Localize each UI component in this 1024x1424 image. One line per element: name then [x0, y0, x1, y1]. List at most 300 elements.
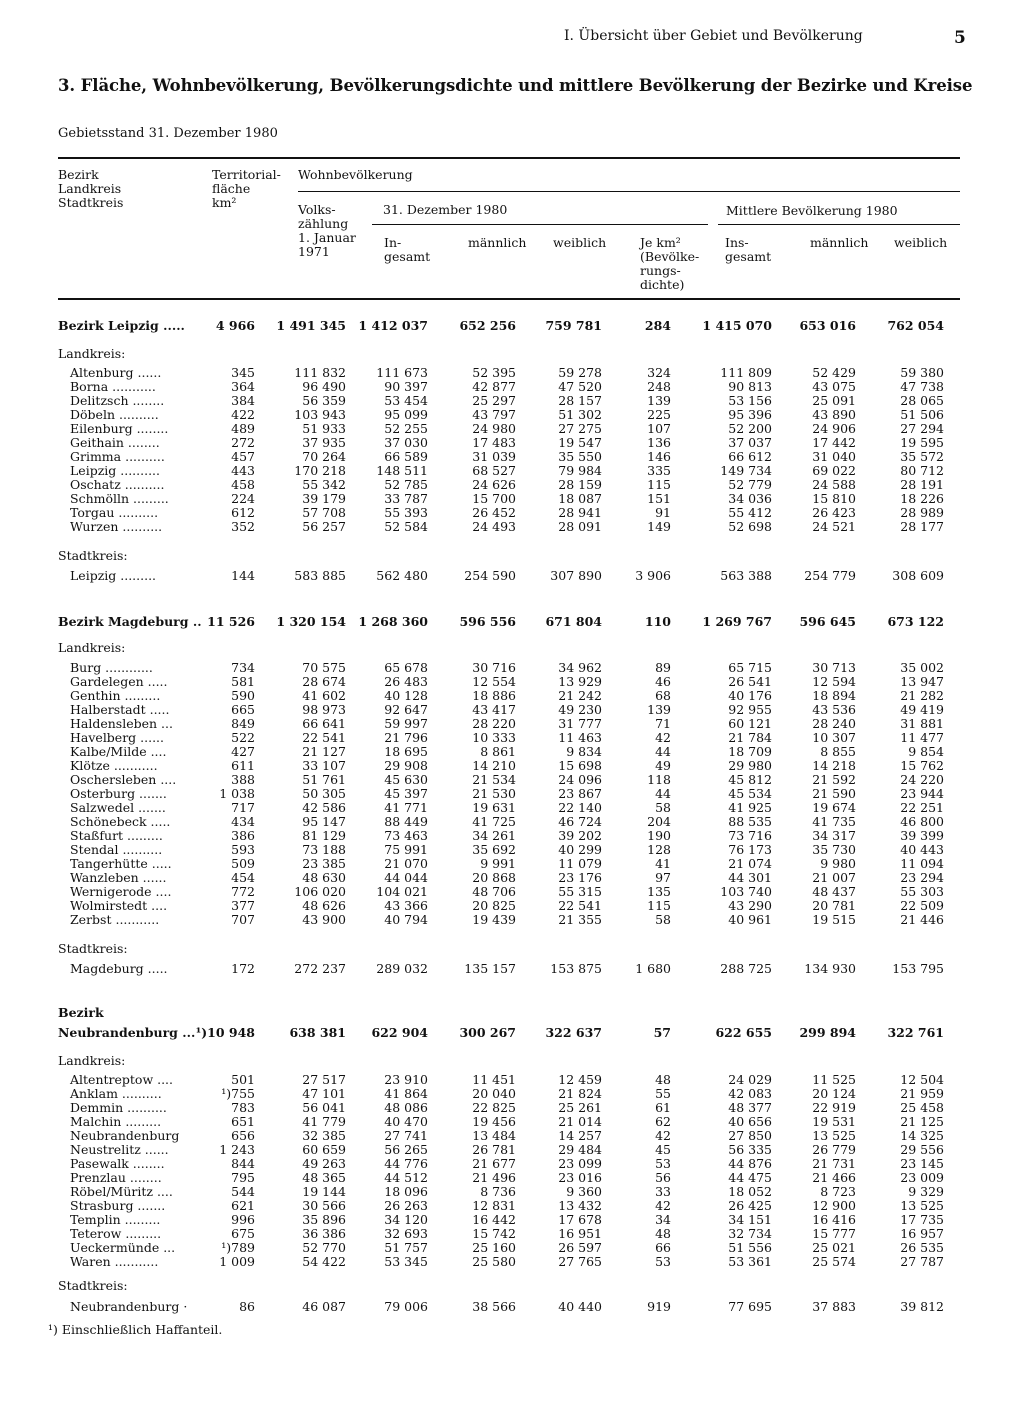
- cell-col-6: 103 740: [720, 884, 772, 899]
- cell-col-7: 19 674: [812, 800, 856, 815]
- col-header-insgesamt: In- gesamt: [384, 235, 431, 264]
- cell-col-5: 66: [655, 1240, 671, 1255]
- cell-col-4: 15 698: [558, 758, 602, 773]
- cell-col-7: 9 980: [820, 856, 856, 871]
- cell-col-3: 14 210: [472, 758, 516, 773]
- cell-col-7: 18 894: [812, 688, 856, 703]
- row-name: Bezirk Leipzig .....: [58, 318, 185, 333]
- cell-col-8: 27 294: [900, 421, 944, 436]
- cell-col-4: 21 355: [558, 912, 602, 927]
- row-name: Eilenburg ........: [70, 421, 169, 436]
- row-name: Stadtkreis:: [58, 548, 128, 563]
- table-row: [0, 759, 1024, 773]
- col-header-area: Bezirk Landkreis Stadtkreis: [58, 167, 124, 210]
- cell-col-2: 23 910: [384, 1072, 428, 1087]
- cell-col-3: 19 456: [472, 1114, 516, 1129]
- cell-col-3: 21 530: [472, 786, 516, 801]
- cell-col-4: 27 275: [558, 421, 602, 436]
- cell-col-1: 48 365: [302, 1170, 346, 1185]
- cell-col-3: 15 700: [472, 491, 516, 506]
- cell-col-5: 151: [647, 491, 671, 506]
- cell-col-8: 22 509: [900, 898, 944, 913]
- row-name: Stendal ..........: [70, 842, 163, 857]
- cell-col-2: 40 470: [384, 1114, 428, 1129]
- col-header-m-maennlich: männlich: [810, 235, 869, 250]
- cell-col-7: 12 594: [812, 674, 856, 689]
- cell-col-6: 27 850: [728, 1128, 772, 1143]
- cell-col-1: 638 381: [289, 1025, 346, 1040]
- cell-col-0: 443: [231, 463, 255, 478]
- cell-col-5: 42: [655, 730, 671, 745]
- cell-col-8: 11 094: [900, 856, 944, 871]
- cell-col-4: 21 014: [558, 1114, 602, 1129]
- cell-col-4: 23 016: [558, 1170, 602, 1185]
- cell-col-5: 46: [655, 674, 671, 689]
- cell-col-4: 22 140: [558, 800, 602, 815]
- cell-col-4: 24 096: [558, 772, 602, 787]
- cell-col-7: 30 713: [812, 660, 856, 675]
- cell-col-0: 656: [231, 1128, 255, 1143]
- cell-col-4: 13 432: [558, 1198, 602, 1213]
- cell-col-4: 51 302: [558, 407, 602, 422]
- cell-col-4: 46 724: [558, 814, 602, 829]
- cell-col-5: 48: [655, 1226, 671, 1241]
- cell-col-8: 673 122: [887, 614, 944, 629]
- row-name: Oschatz ..........: [70, 477, 165, 492]
- cell-col-0: 144: [231, 568, 255, 583]
- cell-col-0: 612: [231, 505, 255, 520]
- cell-col-0: 522: [231, 730, 255, 745]
- cell-col-6: 44 876: [728, 1156, 772, 1171]
- cell-col-0: 651: [231, 1114, 255, 1129]
- table-row: [0, 745, 1024, 759]
- cell-col-2: 622 904: [371, 1025, 428, 1040]
- cell-col-2: 43 366: [384, 898, 428, 913]
- section-label: [0, 1054, 1024, 1068]
- table-row: [0, 661, 1024, 675]
- table-row: [0, 436, 1024, 450]
- row-name: Pasewalk ........: [70, 1156, 165, 1171]
- table-row: [0, 962, 1024, 976]
- cell-col-7: 19 515: [812, 912, 856, 927]
- cell-col-1: 32 385: [302, 1128, 346, 1143]
- cell-col-1: 27 517: [302, 1072, 346, 1087]
- cell-col-3: 20 040: [472, 1086, 516, 1101]
- cell-col-2: 34 120: [384, 1212, 428, 1227]
- cell-col-2: 33 787: [384, 491, 428, 506]
- cell-col-4: 34 962: [558, 660, 602, 675]
- cell-col-3: 30 716: [472, 660, 516, 675]
- col-header-dichte: Je km² (Bevölke- rungs- dichte): [640, 235, 700, 292]
- table-row: [0, 1101, 1024, 1115]
- cell-col-5: 61: [655, 1100, 671, 1115]
- cell-col-5: 3 906: [635, 568, 671, 583]
- row-name: Osterburg .......: [70, 786, 167, 801]
- cell-col-8: 39 399: [900, 828, 944, 843]
- row-name: Neustrelitz ......: [70, 1142, 169, 1157]
- table-row: [0, 885, 1024, 899]
- cell-col-5: 335: [647, 463, 671, 478]
- cell-col-1: 37 935: [302, 435, 346, 450]
- cell-col-7: 35 730: [812, 842, 856, 857]
- cell-col-1: 583 885: [294, 568, 346, 583]
- table-row: [0, 569, 1024, 583]
- cell-col-4: 759 781: [545, 318, 602, 333]
- cell-col-6: 60 121: [728, 716, 772, 731]
- cell-col-3: 21 496: [472, 1170, 516, 1185]
- cell-col-2: 148 511: [376, 463, 428, 478]
- table-row: [0, 1185, 1024, 1199]
- cell-col-4: 307 890: [550, 568, 602, 583]
- cell-col-4: 31 777: [558, 716, 602, 731]
- cell-col-0: 581: [231, 674, 255, 689]
- cell-col-4: 22 541: [558, 898, 602, 913]
- cell-col-3: 8 861: [480, 744, 516, 759]
- cell-col-4: 9 834: [566, 744, 602, 759]
- cell-col-2: 289 032: [376, 961, 428, 976]
- cell-col-3: 43 417: [472, 702, 516, 717]
- cell-col-0: 501: [231, 1072, 255, 1087]
- row-name: Waren ...........: [70, 1254, 159, 1269]
- row-name: Geithain ........: [70, 435, 160, 450]
- cell-col-0: 434: [231, 814, 255, 829]
- cell-col-0: 734: [231, 660, 255, 675]
- col-header-dez1980: 31. Dezember 1980: [383, 202, 508, 217]
- cell-col-6: 45 812: [728, 772, 772, 787]
- cell-col-3: 25 160: [472, 1240, 516, 1255]
- cell-col-2: 52 584: [384, 519, 428, 534]
- cell-col-6: 34 151: [728, 1212, 772, 1227]
- cell-col-0: 849: [231, 716, 255, 731]
- table-row: [0, 1241, 1024, 1255]
- cell-col-0: 388: [231, 772, 255, 787]
- cell-col-0: 509: [231, 856, 255, 871]
- cell-col-1: 56 359: [302, 393, 346, 408]
- row-name: Stadtkreis:: [58, 941, 128, 956]
- cell-col-2: 55 393: [384, 505, 428, 520]
- cell-col-0: 458: [231, 477, 255, 492]
- cell-col-7: 16 416: [812, 1212, 856, 1227]
- cell-col-5: 149: [647, 519, 671, 534]
- cell-col-3: 15 742: [472, 1226, 516, 1241]
- cell-col-2: 27 741: [384, 1128, 428, 1143]
- cell-col-8: 23 009: [900, 1170, 944, 1185]
- cell-col-0: 707: [231, 912, 255, 927]
- cell-col-6: 1 415 070: [702, 318, 772, 333]
- cell-col-6: 51 556: [728, 1240, 772, 1255]
- cell-col-0: 377: [231, 898, 255, 913]
- cell-col-5: 118: [647, 772, 671, 787]
- cell-col-5: 110: [644, 614, 671, 629]
- cell-col-8: 59 380: [900, 365, 944, 380]
- section-label: [0, 549, 1024, 563]
- cell-col-2: 45 397: [384, 786, 428, 801]
- cell-col-8: 24 220: [900, 772, 944, 787]
- table-row: [0, 1073, 1024, 1087]
- table-row: [0, 857, 1024, 871]
- cell-col-8: 17 735: [900, 1212, 944, 1227]
- cell-col-3: 22 825: [472, 1100, 516, 1115]
- cell-col-6: 40 176: [728, 688, 772, 703]
- cell-col-2: 41 864: [384, 1086, 428, 1101]
- cell-col-1: 50 305: [302, 786, 346, 801]
- cell-col-4: 23 176: [558, 870, 602, 885]
- cell-col-2: 1 268 360: [358, 614, 428, 629]
- cell-col-5: 225: [647, 407, 671, 422]
- row-name: Bezirk Magdeburg ..: [58, 614, 202, 629]
- row-name: Bezirk: [58, 1005, 104, 1020]
- row-name: Gardelegen .....: [70, 674, 168, 689]
- cell-col-0: 717: [231, 800, 255, 815]
- row-name: Oschersleben ....: [70, 772, 177, 787]
- cell-col-7: 22 919: [812, 1100, 856, 1115]
- cell-col-1: 111 832: [294, 365, 346, 380]
- cell-col-1: 30 566: [302, 1198, 346, 1213]
- cell-col-6: 73 716: [728, 828, 772, 843]
- cell-col-3: 25 580: [472, 1254, 516, 1269]
- cell-col-3: 12 831: [472, 1198, 516, 1213]
- table-row: [0, 366, 1024, 380]
- cell-col-0: 457: [231, 449, 255, 464]
- cell-col-5: 45: [655, 1142, 671, 1157]
- cell-col-4: 55 315: [558, 884, 602, 899]
- cell-col-2: 52 785: [384, 477, 428, 492]
- cell-col-1: 41 779: [302, 1114, 346, 1129]
- cell-col-3: 9 991: [480, 856, 516, 871]
- row-name: Haldensleben ...: [70, 716, 173, 731]
- cell-col-4: 23 867: [558, 786, 602, 801]
- cell-col-7: 8 855: [820, 744, 856, 759]
- cell-col-2: 562 480: [376, 568, 428, 583]
- cell-col-3: 652 256: [459, 318, 516, 333]
- cell-col-7: 134 930: [804, 961, 856, 976]
- cell-col-4: 16 951: [558, 1226, 602, 1241]
- table-row: [0, 450, 1024, 464]
- cell-col-7: 24 588: [812, 477, 856, 492]
- cell-col-3: 18 886: [472, 688, 516, 703]
- cell-col-7: 10 307: [812, 730, 856, 745]
- table-row: [0, 787, 1024, 801]
- cell-col-0: 844: [231, 1156, 255, 1171]
- cell-col-2: 95 099: [384, 407, 428, 422]
- cell-col-3: 43 797: [472, 407, 516, 422]
- cell-col-8: 23 944: [900, 786, 944, 801]
- cell-col-8: 28 989: [900, 505, 944, 520]
- cell-col-5: 53: [655, 1156, 671, 1171]
- cell-col-3: 26 452: [472, 505, 516, 520]
- row-name: Neubrandenburg: [70, 1128, 180, 1143]
- cell-col-5: 136: [647, 435, 671, 450]
- row-name: Ueckermünde ...: [70, 1240, 176, 1255]
- cell-col-5: 919: [647, 1299, 671, 1314]
- cell-col-7: 69 022: [812, 463, 856, 478]
- cell-col-2: 111 673: [376, 365, 428, 380]
- cell-col-5: 139: [647, 702, 671, 717]
- cell-col-3: 31 039: [472, 449, 516, 464]
- cell-col-2: 21 070: [384, 856, 428, 871]
- cell-col-6: 45 534: [728, 786, 772, 801]
- table-row: [0, 520, 1024, 534]
- cell-col-7: 43 536: [812, 702, 856, 717]
- cell-col-1: 73 188: [302, 842, 346, 857]
- row-name: Torgau ..........: [70, 505, 159, 520]
- cell-col-0: 783: [231, 1100, 255, 1115]
- cell-col-5: 33: [655, 1184, 671, 1199]
- cell-col-4: 79 984: [558, 463, 602, 478]
- table-row: [0, 478, 1024, 492]
- cell-col-1: 46 087: [302, 1299, 346, 1314]
- cell-col-6: 55 412: [728, 505, 772, 520]
- cell-col-1: 106 020: [294, 884, 346, 899]
- cell-col-1: 41 602: [302, 688, 346, 703]
- table-row: [0, 1199, 1024, 1213]
- cell-col-1: 70 575: [302, 660, 346, 675]
- cell-col-6: 40 656: [728, 1114, 772, 1129]
- row-name: Genthin .........: [70, 688, 161, 703]
- cell-col-6: 52 200: [728, 421, 772, 436]
- cell-col-6: 40 961: [728, 912, 772, 927]
- bezirk-row: [0, 1006, 1024, 1020]
- gebietsstand-note: Gebietsstand 31. Dezember 1980: [58, 126, 278, 141]
- table-row: [0, 675, 1024, 689]
- cell-col-1: 54 422: [302, 1254, 346, 1269]
- cell-col-8: 11 477: [900, 730, 944, 745]
- table-row: [0, 408, 1024, 422]
- cell-col-8: 23 145: [900, 1156, 944, 1171]
- cell-col-1: 36 386: [302, 1226, 346, 1241]
- cell-col-6: 21 074: [728, 856, 772, 871]
- cell-col-4: 153 875: [550, 961, 602, 976]
- cell-col-1: 42 586: [302, 800, 346, 815]
- cell-col-0: 795: [231, 1170, 255, 1185]
- cell-col-7: 26 423: [812, 505, 856, 520]
- table-row: [0, 1115, 1024, 1129]
- cell-col-8: 13 947: [900, 674, 944, 689]
- cell-col-6: 76 173: [728, 842, 772, 857]
- cell-col-8: 26 535: [900, 1240, 944, 1255]
- cell-col-0: 86: [239, 1299, 255, 1314]
- cell-col-1: 23 385: [302, 856, 346, 871]
- cell-col-3: 34 261: [472, 828, 516, 843]
- cell-col-3: 13 484: [472, 1128, 516, 1143]
- row-name: Döbeln ..........: [70, 407, 159, 422]
- cell-col-6: 92 955: [728, 702, 772, 717]
- cell-col-2: 75 991: [384, 842, 428, 857]
- cell-col-8: 28 191: [900, 477, 944, 492]
- cell-col-2: 44 044: [384, 870, 428, 885]
- cell-col-2: 18 096: [384, 1184, 428, 1199]
- cell-col-8: 55 303: [900, 884, 944, 899]
- cell-col-0: 611: [231, 758, 255, 773]
- cell-col-7: 52 429: [812, 365, 856, 380]
- row-name: Röbel/Müritz ....: [70, 1184, 173, 1199]
- cell-col-6: 149 734: [720, 463, 772, 478]
- cell-col-1: 48 626: [302, 898, 346, 913]
- cell-col-4: 21 242: [558, 688, 602, 703]
- bezirk-row: [0, 615, 1024, 629]
- cell-col-4: 9 360: [566, 1184, 602, 1199]
- bezirk-row: [0, 1026, 1024, 1040]
- cell-col-4: 59 278: [558, 365, 602, 380]
- row-name: Landkreis:: [58, 640, 126, 655]
- cell-col-5: 53: [655, 1254, 671, 1269]
- cell-col-1: 51 933: [302, 421, 346, 436]
- cell-col-7: 25 091: [812, 393, 856, 408]
- cell-col-2: 90 397: [384, 379, 428, 394]
- table-row: [0, 871, 1024, 885]
- cell-col-8: 31 881: [900, 716, 944, 731]
- cell-col-4: 23 099: [558, 1156, 602, 1171]
- cell-col-2: 26 483: [384, 674, 428, 689]
- cell-col-8: 28 065: [900, 393, 944, 408]
- cell-col-2: 45 630: [384, 772, 428, 787]
- cell-col-7: 48 437: [812, 884, 856, 899]
- table-row: [0, 394, 1024, 408]
- cell-col-8: 51 506: [900, 407, 944, 422]
- table-row: [0, 703, 1024, 717]
- cell-col-1: 103 943: [294, 407, 346, 422]
- cell-col-1: 33 107: [302, 758, 346, 773]
- cell-col-1: 47 101: [302, 1086, 346, 1101]
- cell-col-6: 44 475: [728, 1170, 772, 1185]
- cell-col-4: 19 547: [558, 435, 602, 450]
- cell-col-5: 204: [647, 814, 671, 829]
- cell-col-1: 49 263: [302, 1156, 346, 1171]
- cell-col-4: 35 550: [558, 449, 602, 464]
- cell-col-5: 107: [647, 421, 671, 436]
- cell-col-7: 24 906: [812, 421, 856, 436]
- cell-col-4: 29 484: [558, 1142, 602, 1157]
- row-name: Salzwedel .......: [70, 800, 166, 815]
- cell-col-3: 20 825: [472, 898, 516, 913]
- cell-col-6: 18 709: [728, 744, 772, 759]
- cell-col-6: 26 541: [728, 674, 772, 689]
- cell-col-5: 284: [644, 318, 671, 333]
- table-row: [0, 1171, 1024, 1185]
- cell-col-3: 17 483: [472, 435, 516, 450]
- cell-col-8: 49 419: [900, 702, 944, 717]
- cell-col-5: 128: [647, 842, 671, 857]
- row-name: Neubrandenburg ...: [58, 1025, 196, 1040]
- cell-col-5: 139: [647, 393, 671, 408]
- cell-col-3: 135 157: [464, 961, 516, 976]
- cell-col-0: 544: [231, 1184, 255, 1199]
- cell-col-5: 58: [655, 800, 671, 815]
- table-row: [0, 1129, 1024, 1143]
- cell-col-6: 88 535: [728, 814, 772, 829]
- cell-col-8: 308 609: [892, 568, 944, 583]
- row-name: Neubrandenburg ·: [70, 1299, 188, 1314]
- row-name: Landkreis:: [58, 346, 126, 361]
- cell-col-3: 19 631: [472, 800, 516, 815]
- cell-col-7: 21 592: [812, 772, 856, 787]
- table-row: [0, 899, 1024, 913]
- cell-col-4: 28 159: [558, 477, 602, 492]
- col-header-territorial: Territorial- fläche km²: [212, 167, 281, 210]
- bezirk-row: [0, 319, 1024, 333]
- cell-col-3: 19 439: [472, 912, 516, 927]
- cell-col-5: 41: [655, 856, 671, 871]
- cell-col-8: 39 812: [900, 1299, 944, 1314]
- row-name: Kalbe/Milde ....: [70, 744, 167, 759]
- cell-col-4: 671 804: [545, 614, 602, 629]
- cell-col-6: 1 269 767: [702, 614, 772, 629]
- cell-col-5: 57: [653, 1025, 671, 1040]
- cell-col-1: 19 144: [302, 1184, 346, 1199]
- cell-col-5: 248: [647, 379, 671, 394]
- cell-col-8: 12 504: [900, 1072, 944, 1087]
- cell-col-8: 35 572: [900, 449, 944, 464]
